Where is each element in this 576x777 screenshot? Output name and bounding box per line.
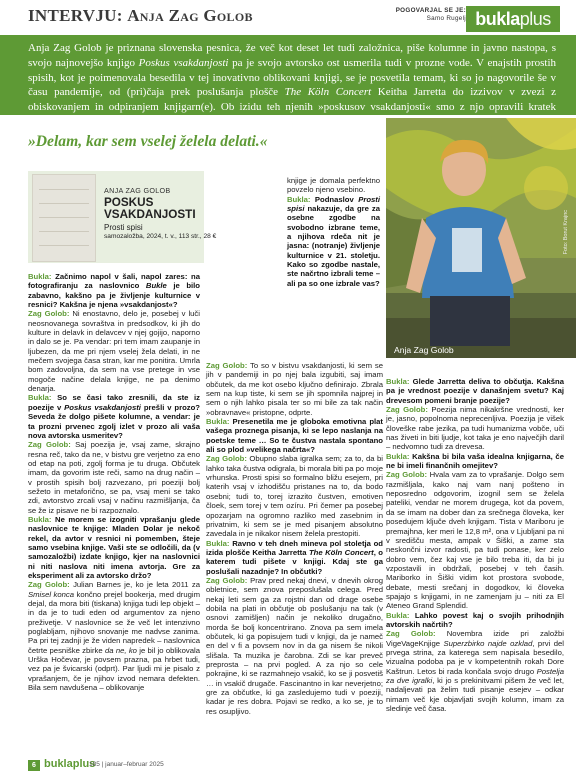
answer: Zag Golob: Novembra izide pri založbi VigeVageKnjige Superzbirko najde ozklad, prvi del prvega striпa, za katerega sem napisala besedilo, vizualna podoba pa je v kompetentnih rokah Dore Kaštrun. Letos bi rada končala svojo drugo Postelja za dve igralki, ki jo s prekinitvami pišem že več let, nadaljevati pa želim tudi pisanje esejev – odkar nimam več kje objavljati svojih kolumn, imam za sledinje več časa. bbox=[386, 629, 565, 714]
byline-name: Samo Rugelj bbox=[426, 15, 466, 23]
question: Bukla: Začnimo napol v šali, napol zares: na fotografiranju za naslovnico Bukle je bilo zabavno, kakšno pa je življenje kulturnice v resnici? Kakšna je njena »vsakdanjost«? bbox=[28, 272, 200, 310]
byline bbox=[348, 7, 466, 24]
column-2-top bbox=[287, 176, 380, 288]
question: Bukla: Podnaslov Prosti spisi nakazuje, da gre za osebne zgodbe na svobodno izbrane teme, a njihova rdeča nit je jasna: (notranje) življenje kulturnice v 21. stoletju. Kako so zgodbe nastale, ste načrtno izbrali teme – ali pa so one izbrale vas? bbox=[287, 194, 380, 288]
book-publisher: samozaložba, 2024, t. v., 113 str., 28 € bbox=[104, 233, 217, 241]
book-details bbox=[104, 186, 217, 241]
bukla-plus-logo: buklaplus bbox=[466, 6, 560, 32]
author-photo bbox=[386, 118, 576, 358]
question: Bukla: Glede Jarretta deliva to občutja. Kakšna pa je vrednost poezije v današnjem svetu? Kaj drevesom pomeni branje poezije? bbox=[386, 377, 564, 405]
article-heading bbox=[28, 6, 253, 26]
pull-quote: »Delam, kar sem vselej želela delati.« bbox=[28, 133, 268, 150]
answer: Zag Golob: Julian Barnes je, ko je leta 2011 za Smisel konca končno prejel bookerja, med drugim dejal, da mora biti (tiskana) knjiga tudi lep objekt – in da je to tudi eden od argumentov za njeno preživetje. V naslovnice se že več let intenzivno poglabljam, njihovo snovanje me nadvse zanima. Pa pri tej zadnji je že viden napredek – naslovnica četrte pesniške zbirke da ne, ko je bil jo oblikovala Urška Hočevar, je povsem prazna, pa hrbet tudi, vez pa je švicarski (odprt). Par ljudi mi je pisalo z vprašanjem, če je njihov izvod nemara defekten. Bila sem navdušena – oblikovanje bbox=[28, 580, 201, 693]
column-2 bbox=[206, 361, 383, 716]
answer-text: knjige je domala perfektno povzelo njeno vsebino. bbox=[287, 176, 380, 195]
answer: Zag Golob: Saj poezija je, vsaj zame, skrajno resna reč, tako da ne, v bistvu gre verjetno za eno od etap na poti, zgolj forma je tu druga. Občutek imam, da govorim iste reči, samo na drug način – v prostih spisih bolj razvezano, pri poeziji bolj sežeto in metaforično, se pa, vsaj meni se tako zdi, avtorstvo zrcali vsaj v načinu razmišljanja, ča se že iz pisave ne bi razpoznalo. bbox=[28, 440, 200, 515]
book-title-line-2: VSAKDANJOSTI bbox=[104, 208, 196, 222]
byline-label: POGOVARJAL SE JE: bbox=[395, 7, 466, 14]
question: Bukla: Ne morem se izogniti vprašanju glede naslovnice te knjige: Mladen Dolar je nekoč rekel, da avtor v resnici ni pomemben, šteje samo vsebina knjige. Vaši ste se odločili, da (v samozaložbi) izdate knjigo, kjer na naslovnici ni niti naslova niti imena avtorja. Gre za eksperiment ali za avtorsko držo? bbox=[28, 514, 200, 580]
answer: Zag Golob: Prav pred nekaj dnevi, v dnevih okrog obletnice, sem znova preposlušala celega. Pred nekaj leti sem ga za rojstni dan od drage osebe dobila na plati in občutje ob poslušanju na tak (v osnovi zamišljen) način je nekoliko drugačno, morda še bolj koncentrirano. Znova pa sem imela občutek, ki ga popisujem tudi v knjigi, da je nameč en del v fi a povsem nov in da ga nisem še nikoli slišala. Ta muzika je čarobna. Zdi se kar preveč preprosta – na prvi pogled. A za njo so cele pokrajine, ki se razmahnejo vsakič, ko se ji posvetiš … in vsakič drugače. Fascinantno in kar neverjetno; gre za občutke, ki ga zasledujemo tudi v poeziji, kadar je res dobra. Pojavi se redko, a ko se, je to res osupljivo. bbox=[206, 575, 383, 716]
interviewee-name: Anja Zag Golob bbox=[127, 6, 253, 25]
question: Bukla: Presenetila me je globoka emotivna plat vašega proznega pisanja, ki se lepo naslanja na poetske teme … So te čustva nastala spontano ali so plod »velikega načrta«? bbox=[206, 417, 383, 455]
issue-info: 185 | januar–februar 2025 bbox=[89, 761, 164, 768]
book-subtitle: Prosti spisi bbox=[104, 223, 143, 233]
question: Bukla: Ravno v teh dneh mineva pol stoletja od izida plošče Keitha Jarretta The Köln Concert, o katerem tudi pišete v knjigi. Kdaj ste ga poslušali nazadnje? In občutki? bbox=[206, 538, 383, 576]
page-number: 6 bbox=[28, 760, 40, 771]
photo-credit: Foto: Borut Krajnc bbox=[563, 210, 569, 255]
answer: Zag Golob: To so v bistvu vsakdanjosti, ki sem se jih v pandemiji in po njej bala izgubiti, saj imam občutek, da me kot osebo ključno definirajo. Zbrala sem na kup tiste, ki sem se jih spomnila najprej in sem o njih lahko pisala ter so mi bile za tak način »obravnave« pristopne, odprte. bbox=[206, 361, 383, 417]
column-3 bbox=[386, 377, 564, 713]
photo-caption: Anja Zag Golob bbox=[394, 345, 454, 355]
book-cover bbox=[33, 175, 95, 261]
question: Bukla: Kakšna bi bila vaša idealna knjigarna, če ne bi imeli finančnih omejitev? bbox=[386, 451, 564, 471]
footer-logo: buklaplus bbox=[44, 758, 96, 770]
column-1 bbox=[28, 272, 200, 692]
question: Bukla: So se časi tako zresnili, da ste iz poezije v Poskus vsakdanjosti prešli v prozo? Seveda že dolgo pišete kolumne, a vendar: je ta prozni prvenec zgolj izlet v prozo ali vaša nova avtorska usmeritev? bbox=[28, 393, 201, 440]
intro-band bbox=[0, 35, 576, 128]
book-title-line-1: POSKUS bbox=[104, 196, 154, 209]
section-label: INTERVJU: bbox=[28, 6, 123, 25]
question: Bukla: Lahko povest kaj o svojih prihodnjih avtorskih načrtih? bbox=[386, 610, 564, 629]
answer: Zag Golob: Hvala vam za to vprašanje. Dolgo sem razmišljala, kako naj vam nanj pošteno in neposredno odgovorim, izognil sem se želela pateliki, vendar ne morem drugega, kot da povem, da se imam na dober dan za srečnega človeka, ker posedujem ključe dveh knjigam. Tista v Mariboru je premajhna, ker meri le 12,8 m², ona v Ljubljani pa ni v središču mesta, ampak v Šiški, a zame sta neskončni izvor radosti, pa tudi ponase, ker zelo dobro vem, čez kaj vse je bilo treba iti, da bi ju vzpostavili in obdržali, posebej v teh časih. Mariborko in Šiški vidim kot prostora svobode, debate, mesti srečanj in dogodkov, ki človeka spajajo s knjigami, in ne zamenjam ju – niti za El Ateneo Grand Splendid. bbox=[386, 470, 564, 611]
answer: Zag Golob: Poezija nima nikakršne vrednosti, ker je, jasno, popolnoma neprecenljiva. Poezija je višek človeške rabe jezika, pa tudi humanizma vobče, uči nas živeti in biti ljudje, kot taka je eno največjih daril – nedvomno tudi za drevesa. bbox=[386, 405, 564, 452]
intro-text: Anja Zag Golob je priznana slovenska pesnica, že več kot deset let tudi založnica, piše kolumne in javno nastopa, s svojo najnovejšo knjigo Poskus vsakdanjosti pa je svojo avtorsko ost usmerila tudi v prozne vode. V enajstih prostih spisih, kot je poimenovala besedila v tej inovativno oblikovani knjigi, se je posvetila temam, ki so jo nagovorile še v času pandemije, od (pri)čaja prek poslušanja plošče The Köln Concert Keitha Jarretta do izzivov v zvezi z obiskovanjem in odpiranjem knjigarn(e). Ob izidu teh njenih »poskusov vsakdanjosti« smo z njo opravili kratek pogovor. bbox=[28, 42, 556, 128]
answer: Zag Golob: Obupno slaba igralka sem; za to, da bi lahko taka čustva odigrala, bi morala biti pa po moje vrhunska. Prosti spisi so formalno bližu esejem, pri katerih vsaj v izhodišču pristanes na to, da bodo osebni; tudi to, torej izrazito čustven, emotiven čloek, sem torej v tem ozíru. Pri čemer pa posebej opozarjam na ogromno razliko med zasebnim in privatnim, ki sem se je med pisanjem absolutno zavedala in je nikakor nisem želela prestopiti. bbox=[206, 454, 383, 539]
book-author: ANJA ZAG GOLOB bbox=[104, 186, 171, 195]
answer: Zag Golob: Ni enostavno, delo je, posebej v luči neosnovanega sovraštva in predsodkov, ki jih do kulture in delavk in delavcev v njej gojijo, naporno in dalo se je. Pa vendar: pri tem imam zaupanje in ljubezen, da me pri njem vselej žela delati, in ne mečem svojega časa stran, kar me ponitira. Umrla bom zadovoljna, da sem na vse pretege in vse mogoče načine delala knjige, ne pa denimo denarja. bbox=[28, 309, 200, 394]
